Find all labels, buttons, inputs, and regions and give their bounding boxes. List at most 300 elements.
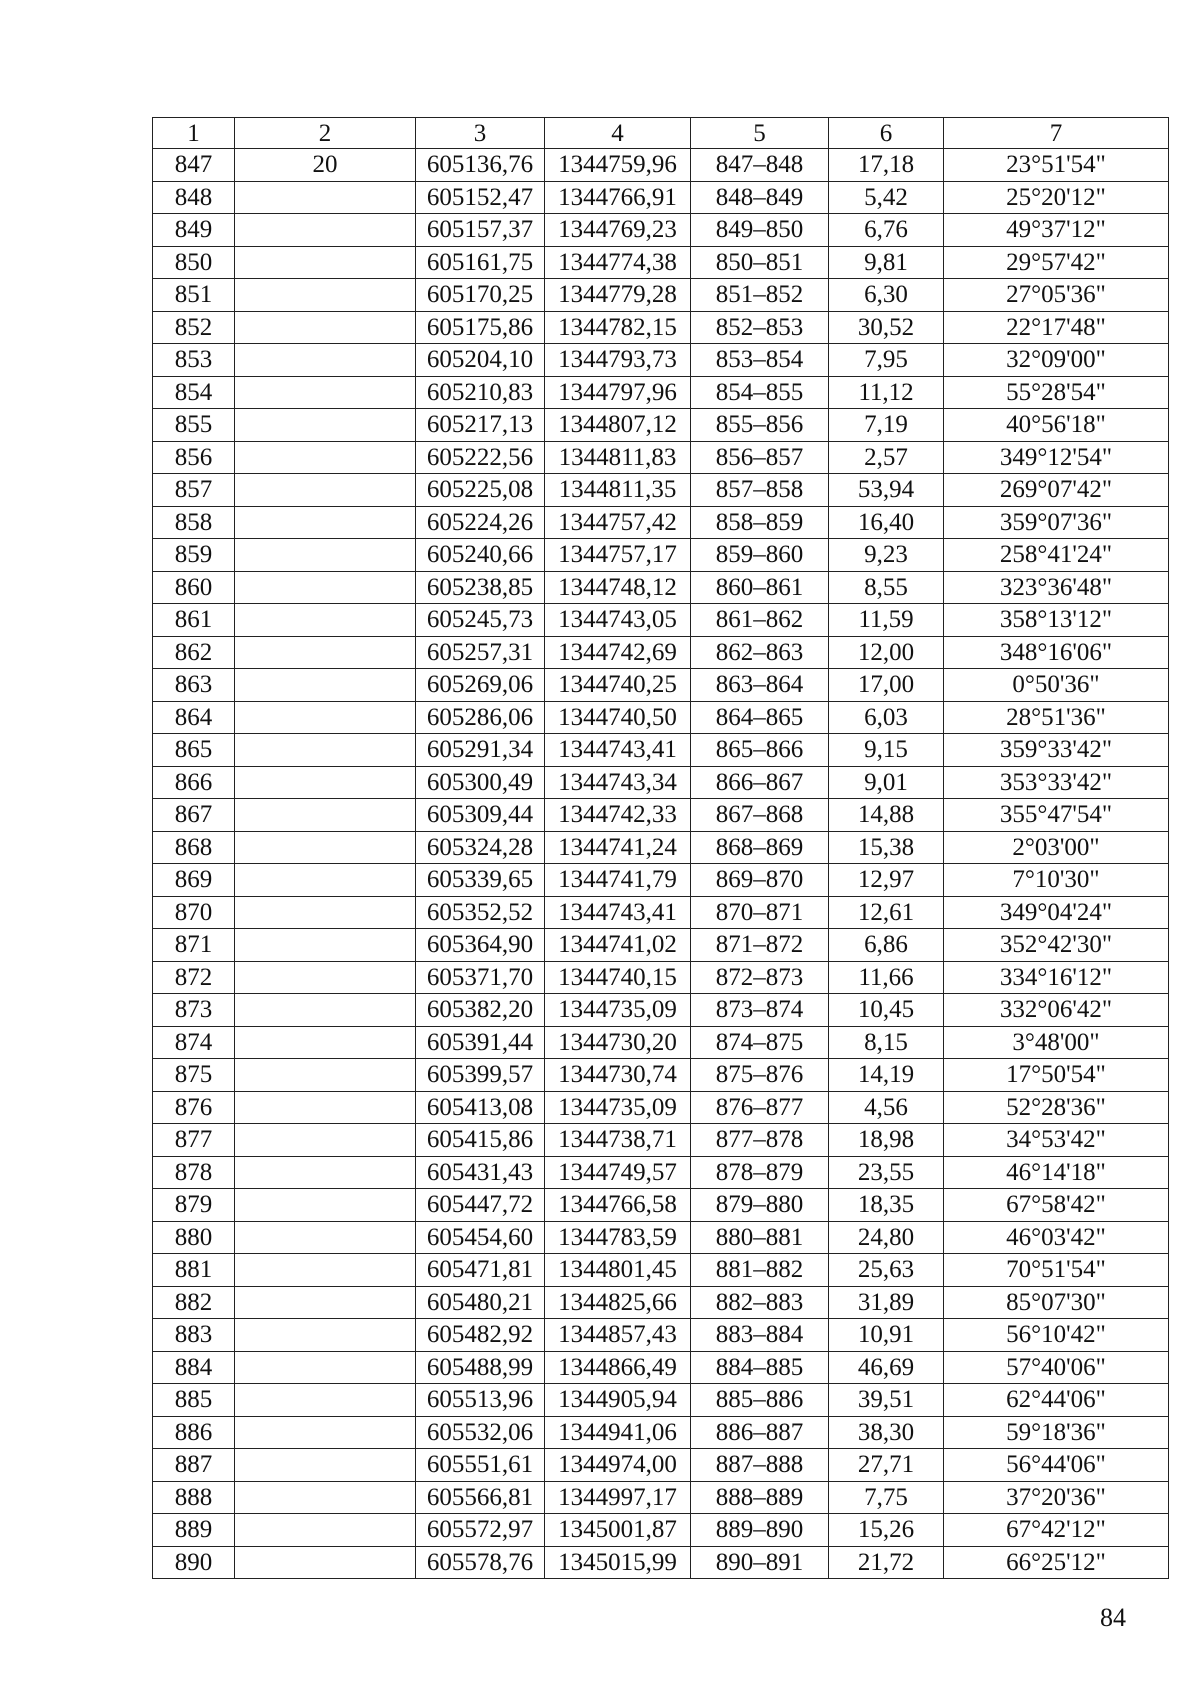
section-cell	[235, 1189, 416, 1222]
y-coordinate-cell: 1344766,58	[545, 1189, 691, 1222]
table-body	[153, 118, 1169, 1579]
distance-cell: 9,01	[829, 766, 944, 799]
point-number-cell: 863	[153, 669, 235, 702]
segment-cell: 872–873	[691, 961, 829, 994]
bearing-cell: 349°04'24"	[944, 896, 1169, 929]
x-coordinate-cell: 605225,08	[416, 474, 545, 507]
point-number-cell: 865	[153, 734, 235, 767]
distance-cell: 6,76	[829, 214, 944, 247]
table-row	[153, 279, 1169, 312]
y-coordinate-cell: 1344857,43	[545, 1319, 691, 1352]
segment-cell: 876–877	[691, 1091, 829, 1124]
point-number-cell: 848	[153, 181, 235, 214]
x-coordinate-cell: 605482,92	[416, 1319, 545, 1352]
x-coordinate-cell: 605454,60	[416, 1221, 545, 1254]
segment-cell: 878–879	[691, 1156, 829, 1189]
segment-cell: 888–889	[691, 1481, 829, 1514]
distance-cell: 53,94	[829, 474, 944, 507]
section-cell	[235, 409, 416, 442]
x-coordinate-cell: 605488,99	[416, 1351, 545, 1384]
x-coordinate-cell: 605399,57	[416, 1059, 545, 1092]
segment-cell: 859–860	[691, 539, 829, 572]
point-number-cell: 890	[153, 1546, 235, 1579]
point-number-cell: 870	[153, 896, 235, 929]
section-cell	[235, 896, 416, 929]
section-cell	[235, 214, 416, 247]
distance-cell: 7,75	[829, 1481, 944, 1514]
column-header: 4	[545, 118, 691, 149]
segment-cell: 886–887	[691, 1416, 829, 1449]
y-coordinate-cell: 1344783,59	[545, 1221, 691, 1254]
distance-cell: 46,69	[829, 1351, 944, 1384]
bearing-cell: 27°05'36"	[944, 279, 1169, 312]
y-coordinate-cell: 1344997,17	[545, 1481, 691, 1514]
segment-cell: 849–850	[691, 214, 829, 247]
y-coordinate-cell: 1344740,15	[545, 961, 691, 994]
segment-cell: 880–881	[691, 1221, 829, 1254]
table-row	[153, 181, 1169, 214]
section-cell	[235, 604, 416, 637]
point-number-cell: 872	[153, 961, 235, 994]
section-cell	[235, 636, 416, 669]
table-row	[153, 636, 1169, 669]
table-row	[153, 1416, 1169, 1449]
distance-cell: 2,57	[829, 441, 944, 474]
table-row	[153, 701, 1169, 734]
x-coordinate-cell: 605217,13	[416, 409, 545, 442]
bearing-cell: 67°42'12"	[944, 1514, 1169, 1547]
table-header-row	[153, 118, 1169, 149]
distance-cell: 16,40	[829, 506, 944, 539]
point-number-cell: 879	[153, 1189, 235, 1222]
table-row	[153, 344, 1169, 377]
x-coordinate-cell: 605152,47	[416, 181, 545, 214]
distance-cell: 11,59	[829, 604, 944, 637]
column-header: 5	[691, 118, 829, 149]
distance-cell: 39,51	[829, 1384, 944, 1417]
point-number-cell: 852	[153, 311, 235, 344]
segment-cell: 854–855	[691, 376, 829, 409]
table-row	[153, 831, 1169, 864]
bearing-cell: 56°44'06"	[944, 1449, 1169, 1482]
x-coordinate-cell: 605291,34	[416, 734, 545, 767]
bearing-cell: 17°50'54"	[944, 1059, 1169, 1092]
bearing-cell: 55°28'54"	[944, 376, 1169, 409]
column-header: 7	[944, 118, 1169, 149]
x-coordinate-cell: 605391,44	[416, 1026, 545, 1059]
bearing-cell: 0°50'36"	[944, 669, 1169, 702]
bearing-cell: 28°51'36"	[944, 701, 1169, 734]
segment-cell: 852–853	[691, 311, 829, 344]
table-row	[153, 246, 1169, 279]
table-row	[153, 441, 1169, 474]
section-cell	[235, 539, 416, 572]
distance-cell: 18,98	[829, 1124, 944, 1157]
y-coordinate-cell: 1344741,79	[545, 864, 691, 897]
x-coordinate-cell: 605245,73	[416, 604, 545, 637]
distance-cell: 7,95	[829, 344, 944, 377]
bearing-cell: 7°10'30"	[944, 864, 1169, 897]
x-coordinate-cell: 605210,83	[416, 376, 545, 409]
segment-cell: 860–861	[691, 571, 829, 604]
segment-cell: 877–878	[691, 1124, 829, 1157]
table-row	[153, 799, 1169, 832]
table-row	[153, 1546, 1169, 1579]
segment-cell: 861–862	[691, 604, 829, 637]
table-row	[153, 311, 1169, 344]
segment-cell: 848–849	[691, 181, 829, 214]
segment-cell: 875–876	[691, 1059, 829, 1092]
table-row	[153, 994, 1169, 1027]
point-number-cell: 871	[153, 929, 235, 962]
segment-cell: 882–883	[691, 1286, 829, 1319]
distance-cell: 15,26	[829, 1514, 944, 1547]
section-cell	[235, 701, 416, 734]
x-coordinate-cell: 605364,90	[416, 929, 545, 962]
section-cell	[235, 799, 416, 832]
section-cell	[235, 1481, 416, 1514]
distance-cell: 9,23	[829, 539, 944, 572]
section-cell	[235, 441, 416, 474]
distance-cell: 18,35	[829, 1189, 944, 1222]
bearing-cell: 46°14'18"	[944, 1156, 1169, 1189]
distance-cell: 30,52	[829, 311, 944, 344]
segment-cell: 879–880	[691, 1189, 829, 1222]
x-coordinate-cell: 605371,70	[416, 961, 545, 994]
segment-cell: 874–875	[691, 1026, 829, 1059]
segment-cell: 864–865	[691, 701, 829, 734]
point-number-cell: 857	[153, 474, 235, 507]
bearing-cell: 359°33'42"	[944, 734, 1169, 767]
x-coordinate-cell: 605578,76	[416, 1546, 545, 1579]
section-cell	[235, 376, 416, 409]
bearing-cell: 37°20'36"	[944, 1481, 1169, 1514]
y-coordinate-cell: 1344811,35	[545, 474, 691, 507]
segment-cell: 871–872	[691, 929, 829, 962]
segment-cell: 870–871	[691, 896, 829, 929]
y-coordinate-cell: 1344742,33	[545, 799, 691, 832]
bearing-cell: 40°56'18"	[944, 409, 1169, 442]
point-number-cell: 874	[153, 1026, 235, 1059]
section-cell	[235, 1156, 416, 1189]
table-row	[153, 1189, 1169, 1222]
distance-cell: 6,86	[829, 929, 944, 962]
table-row	[153, 376, 1169, 409]
x-coordinate-cell: 605309,44	[416, 799, 545, 832]
distance-cell: 10,91	[829, 1319, 944, 1352]
distance-cell: 9,15	[829, 734, 944, 767]
y-coordinate-cell: 1344811,83	[545, 441, 691, 474]
point-number-cell: 849	[153, 214, 235, 247]
section-cell	[235, 1059, 416, 1092]
section-cell	[235, 864, 416, 897]
x-coordinate-cell: 605339,65	[416, 864, 545, 897]
x-coordinate-cell: 605224,26	[416, 506, 545, 539]
section-cell	[235, 1319, 416, 1352]
section-cell	[235, 1091, 416, 1124]
bearing-cell: 59°18'36"	[944, 1416, 1169, 1449]
table-row	[153, 961, 1169, 994]
column-header: 3	[416, 118, 545, 149]
point-number-cell: 884	[153, 1351, 235, 1384]
section-cell	[235, 1384, 416, 1417]
x-coordinate-cell: 605170,25	[416, 279, 545, 312]
table-row	[153, 1254, 1169, 1287]
point-number-cell: 880	[153, 1221, 235, 1254]
y-coordinate-cell: 1344793,73	[545, 344, 691, 377]
table-row	[153, 929, 1169, 962]
y-coordinate-cell: 1344743,41	[545, 896, 691, 929]
x-coordinate-cell: 605413,08	[416, 1091, 545, 1124]
bearing-cell: 62°44'06"	[944, 1384, 1169, 1417]
distance-cell: 10,45	[829, 994, 944, 1027]
point-number-cell: 859	[153, 539, 235, 572]
segment-cell: 868–869	[691, 831, 829, 864]
section-cell	[235, 1026, 416, 1059]
y-coordinate-cell: 1344742,69	[545, 636, 691, 669]
bearing-cell: 34°53'42"	[944, 1124, 1169, 1157]
segment-cell: 883–884	[691, 1319, 829, 1352]
page-number: 84	[1100, 1603, 1126, 1632]
section-cell	[235, 994, 416, 1027]
segment-cell: 863–864	[691, 669, 829, 702]
bearing-cell: 57°40'06"	[944, 1351, 1169, 1384]
bearing-cell: 348°16'06"	[944, 636, 1169, 669]
section-cell	[235, 246, 416, 279]
bearing-cell: 49°37'12"	[944, 214, 1169, 247]
bearing-cell: 359°07'36"	[944, 506, 1169, 539]
table-row	[153, 864, 1169, 897]
column-header: 1	[153, 118, 235, 149]
x-coordinate-cell: 605572,97	[416, 1514, 545, 1547]
section-cell	[235, 571, 416, 604]
bearing-cell: 70°51'54"	[944, 1254, 1169, 1287]
section-cell	[235, 311, 416, 344]
table-row	[153, 1221, 1169, 1254]
y-coordinate-cell: 1344743,34	[545, 766, 691, 799]
point-number-cell: 864	[153, 701, 235, 734]
table-row	[153, 1286, 1169, 1319]
table-row	[153, 1091, 1169, 1124]
table-row	[153, 1449, 1169, 1482]
x-coordinate-cell: 605431,43	[416, 1156, 545, 1189]
y-coordinate-cell: 1344749,57	[545, 1156, 691, 1189]
table-row	[153, 604, 1169, 637]
table-row	[153, 571, 1169, 604]
y-coordinate-cell: 1345015,99	[545, 1546, 691, 1579]
x-coordinate-cell: 605447,72	[416, 1189, 545, 1222]
point-number-cell: 862	[153, 636, 235, 669]
bearing-cell: 52°28'36"	[944, 1091, 1169, 1124]
section-cell: 20	[235, 149, 416, 182]
y-coordinate-cell: 1344797,96	[545, 376, 691, 409]
point-number-cell: 850	[153, 246, 235, 279]
bearing-cell: 332°06'42"	[944, 994, 1169, 1027]
point-number-cell: 866	[153, 766, 235, 799]
section-cell	[235, 1254, 416, 1287]
table-row	[153, 669, 1169, 702]
point-number-cell: 858	[153, 506, 235, 539]
table-row	[153, 896, 1169, 929]
y-coordinate-cell: 1344759,96	[545, 149, 691, 182]
y-coordinate-cell: 1344730,20	[545, 1026, 691, 1059]
table-row	[153, 1026, 1169, 1059]
y-coordinate-cell: 1344748,12	[545, 571, 691, 604]
y-coordinate-cell: 1344741,24	[545, 831, 691, 864]
x-coordinate-cell: 605551,61	[416, 1449, 545, 1482]
x-coordinate-cell: 605240,66	[416, 539, 545, 572]
bearing-cell: 353°33'42"	[944, 766, 1169, 799]
y-coordinate-cell: 1344741,02	[545, 929, 691, 962]
table-row	[153, 409, 1169, 442]
x-coordinate-cell: 605480,21	[416, 1286, 545, 1319]
distance-cell: 11,66	[829, 961, 944, 994]
y-coordinate-cell: 1344766,91	[545, 181, 691, 214]
point-number-cell: 856	[153, 441, 235, 474]
point-number-cell: 875	[153, 1059, 235, 1092]
point-number-cell: 876	[153, 1091, 235, 1124]
section-cell	[235, 344, 416, 377]
segment-cell: 885–886	[691, 1384, 829, 1417]
x-coordinate-cell: 605238,85	[416, 571, 545, 604]
section-cell	[235, 1221, 416, 1254]
distance-cell: 8,55	[829, 571, 944, 604]
y-coordinate-cell: 1344743,41	[545, 734, 691, 767]
distance-cell: 6,30	[829, 279, 944, 312]
table-row	[153, 149, 1169, 182]
distance-cell: 15,38	[829, 831, 944, 864]
distance-cell: 31,89	[829, 1286, 944, 1319]
y-coordinate-cell: 1344825,66	[545, 1286, 691, 1319]
segment-cell: 884–885	[691, 1351, 829, 1384]
x-coordinate-cell: 605532,06	[416, 1416, 545, 1449]
table-row	[153, 214, 1169, 247]
bearing-cell: 23°51'54"	[944, 149, 1169, 182]
bearing-cell: 334°16'12"	[944, 961, 1169, 994]
section-cell	[235, 1124, 416, 1157]
table-row	[153, 539, 1169, 572]
bearing-cell: 25°20'12"	[944, 181, 1169, 214]
segment-cell: 855–856	[691, 409, 829, 442]
point-number-cell: 860	[153, 571, 235, 604]
distance-cell: 17,00	[829, 669, 944, 702]
distance-cell: 38,30	[829, 1416, 944, 1449]
bearing-cell: 358°13'12"	[944, 604, 1169, 637]
segment-cell: 858–859	[691, 506, 829, 539]
section-cell	[235, 831, 416, 864]
point-number-cell: 869	[153, 864, 235, 897]
bearing-cell: 352°42'30"	[944, 929, 1169, 962]
table-row	[153, 766, 1169, 799]
y-coordinate-cell: 1344905,94	[545, 1384, 691, 1417]
section-cell	[235, 181, 416, 214]
table-row	[153, 734, 1169, 767]
section-cell	[235, 961, 416, 994]
x-coordinate-cell: 605269,06	[416, 669, 545, 702]
y-coordinate-cell: 1344801,45	[545, 1254, 691, 1287]
bearing-cell: 32°09'00"	[944, 344, 1169, 377]
bearing-cell: 46°03'42"	[944, 1221, 1169, 1254]
distance-cell: 14,88	[829, 799, 944, 832]
point-number-cell: 885	[153, 1384, 235, 1417]
table-row	[153, 1514, 1169, 1547]
section-cell	[235, 474, 416, 507]
x-coordinate-cell: 605324,28	[416, 831, 545, 864]
segment-cell: 856–857	[691, 441, 829, 474]
point-number-cell: 883	[153, 1319, 235, 1352]
point-number-cell: 889	[153, 1514, 235, 1547]
section-cell	[235, 1449, 416, 1482]
distance-cell: 14,19	[829, 1059, 944, 1092]
bearing-cell: 269°07'42"	[944, 474, 1169, 507]
segment-cell: 850–851	[691, 246, 829, 279]
point-number-cell: 847	[153, 149, 235, 182]
x-coordinate-cell: 605513,96	[416, 1384, 545, 1417]
table-row	[153, 1384, 1169, 1417]
segment-cell: 857–858	[691, 474, 829, 507]
section-cell	[235, 766, 416, 799]
column-header: 6	[829, 118, 944, 149]
y-coordinate-cell: 1344743,05	[545, 604, 691, 637]
bearing-cell: 355°47'54"	[944, 799, 1169, 832]
x-coordinate-cell: 605352,52	[416, 896, 545, 929]
segment-cell: 887–888	[691, 1449, 829, 1482]
segment-cell: 853–854	[691, 344, 829, 377]
table-row	[153, 1351, 1169, 1384]
x-coordinate-cell: 605257,31	[416, 636, 545, 669]
section-cell	[235, 1351, 416, 1384]
table-row	[153, 1319, 1169, 1352]
table-row	[153, 474, 1169, 507]
segment-cell: 862–863	[691, 636, 829, 669]
table-row	[153, 1481, 1169, 1514]
distance-cell: 11,12	[829, 376, 944, 409]
x-coordinate-cell: 605136,76	[416, 149, 545, 182]
point-number-cell: 888	[153, 1481, 235, 1514]
y-coordinate-cell: 1344782,15	[545, 311, 691, 344]
y-coordinate-cell: 1344738,71	[545, 1124, 691, 1157]
segment-cell: 865–866	[691, 734, 829, 767]
point-number-cell: 853	[153, 344, 235, 377]
y-coordinate-cell: 1344779,28	[545, 279, 691, 312]
point-number-cell: 854	[153, 376, 235, 409]
segment-cell: 867–868	[691, 799, 829, 832]
section-cell	[235, 929, 416, 962]
y-coordinate-cell: 1344735,09	[545, 994, 691, 1027]
distance-cell: 24,80	[829, 1221, 944, 1254]
point-number-cell: 868	[153, 831, 235, 864]
point-number-cell: 873	[153, 994, 235, 1027]
point-number-cell: 851	[153, 279, 235, 312]
bearing-cell: 323°36'48"	[944, 571, 1169, 604]
x-coordinate-cell: 605204,10	[416, 344, 545, 377]
point-number-cell: 855	[153, 409, 235, 442]
bearing-cell: 66°25'12"	[944, 1546, 1169, 1579]
distance-cell: 27,71	[829, 1449, 944, 1482]
coordinates-table	[152, 117, 1169, 1579]
x-coordinate-cell: 605161,75	[416, 246, 545, 279]
point-number-cell: 882	[153, 1286, 235, 1319]
distance-cell: 8,15	[829, 1026, 944, 1059]
distance-cell: 17,18	[829, 149, 944, 182]
x-coordinate-cell: 605471,81	[416, 1254, 545, 1287]
distance-cell: 7,19	[829, 409, 944, 442]
segment-cell: 881–882	[691, 1254, 829, 1287]
bearing-cell: 3°48'00"	[944, 1026, 1169, 1059]
bearing-cell: 67°58'42"	[944, 1189, 1169, 1222]
bearing-cell: 349°12'54"	[944, 441, 1169, 474]
y-coordinate-cell: 1344866,49	[545, 1351, 691, 1384]
